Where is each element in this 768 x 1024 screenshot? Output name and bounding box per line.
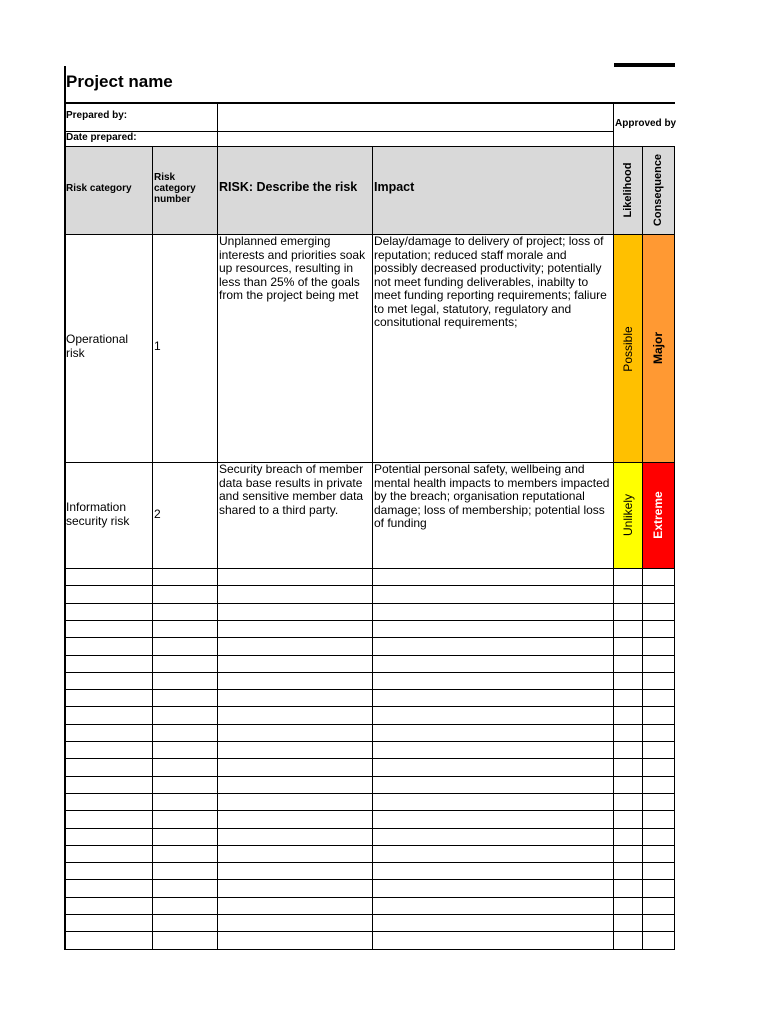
grid-line — [674, 147, 675, 950]
grid-line — [64, 793, 675, 794]
row-2-number: 2 — [154, 507, 161, 521]
grid-line — [64, 568, 675, 569]
grid-line — [64, 828, 675, 829]
grid-line — [152, 147, 153, 950]
grid-line — [64, 672, 675, 673]
grid-line — [64, 603, 675, 604]
grid-line — [64, 637, 675, 638]
row-2-risk: Security breach of member data base results in private and sensitive member data shared to a third party. — [219, 462, 364, 517]
column-header-risk-category: Risk category — [66, 183, 132, 194]
column-header-consequence: Consequence — [652, 153, 664, 227]
prepared-by-field[interactable] — [218, 104, 613, 131]
row-1-impact: Delay/damage to delivery of project; loss of reputation; reduced staff morale and possibly decreased productivity; potentially not meet funding deliverables, inabilty to meet funding reporting requirements; faliure to met legal, statutory, regulatory and consitutional requirements; — [374, 234, 607, 329]
grid-line — [642, 147, 643, 950]
row-1-number: 1 — [154, 339, 161, 353]
grid-line — [64, 620, 675, 621]
grid-line — [64, 879, 675, 880]
grid-line — [64, 758, 675, 759]
grid-line — [64, 897, 675, 898]
column-header-likelihood: Likelihood — [622, 162, 634, 218]
row-2-impact: Potential personal safety, wellbeing and mental health impacts to members impacted by the breach; organisation reputational damage; loss of membership; potential loss of funding — [374, 462, 610, 530]
grid-line — [64, 655, 675, 656]
prepared-by-label: Prepared by: — [66, 110, 128, 121]
grid-line — [64, 914, 675, 915]
grid-line — [613, 102, 614, 147]
date-prepared-label: Date prepared: — [66, 132, 137, 143]
column-header-risk-category-number: Risk category number — [154, 172, 196, 205]
grid-line — [64, 724, 675, 725]
grid-line — [217, 147, 218, 950]
grid-line — [64, 706, 675, 707]
row-2-consequence: Extreme — [651, 491, 665, 539]
grid-line — [64, 776, 675, 777]
row-2-category: Information security risk — [66, 500, 130, 528]
grid-line — [64, 741, 675, 742]
grid-line — [372, 147, 373, 950]
grid-line — [64, 810, 675, 811]
grid-line — [64, 585, 675, 586]
approved-by-label: Approved by — [615, 118, 677, 129]
row-2-likelihood: Unlikely — [621, 494, 635, 537]
column-header-impact: Impact — [374, 180, 415, 194]
grid-line — [64, 931, 675, 932]
grid-line — [64, 689, 675, 690]
date-prepared-field[interactable] — [218, 132, 613, 146]
page-title: Project name — [66, 72, 173, 91]
row-1-category: Operational risk — [66, 332, 129, 360]
row-1-risk: Unplanned emerging interests and priorities soak up resources, resulting in less than 25% of the goals from the project being met — [219, 234, 366, 302]
row-1-likelihood: Possible — [621, 326, 635, 372]
grid-line — [64, 949, 675, 950]
grid-line — [64, 862, 675, 863]
grid-line — [613, 147, 614, 950]
top-right-rule — [614, 63, 675, 67]
row-1-consequence: Major — [651, 332, 665, 365]
grid-line — [64, 845, 675, 846]
grid-line — [64, 146, 675, 147]
column-header-risk: RISK: Describe the risk — [219, 180, 358, 194]
